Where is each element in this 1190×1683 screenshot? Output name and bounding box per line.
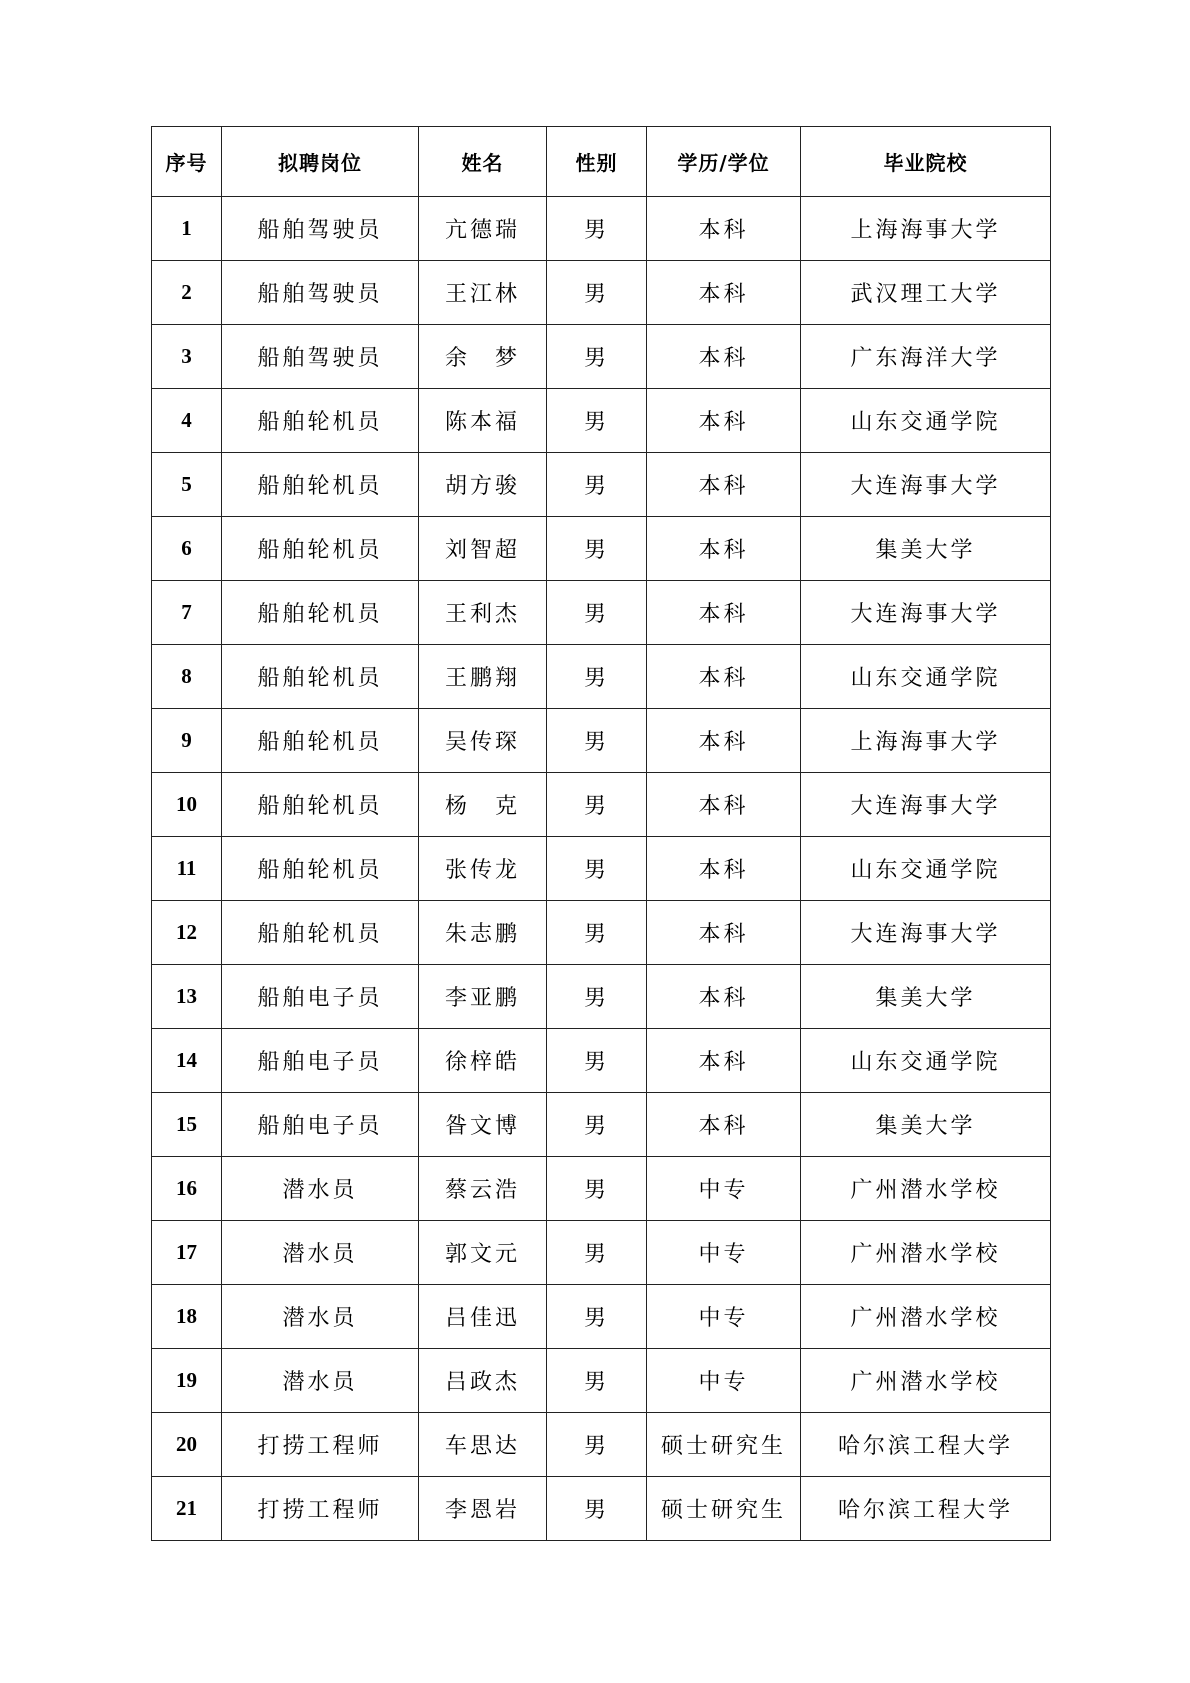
header-name: 姓名 [419,127,547,197]
cell-position: 船舶轮机员 [222,709,419,773]
cell-school: 山东交通学院 [801,837,1051,901]
cell-position: 船舶驾驶员 [222,325,419,389]
cell-name: 张传龙 [419,837,547,901]
cell-position: 潜水员 [222,1349,419,1413]
cell-school: 大连海事大学 [801,901,1051,965]
header-gender: 性别 [547,127,647,197]
cell-education: 本科 [647,901,801,965]
cell-gender: 男 [547,1285,647,1349]
cell-school: 大连海事大学 [801,581,1051,645]
cell-education: 本科 [647,1029,801,1093]
table-body [152,197,1051,1541]
header-seq: 序号 [152,127,222,197]
table-row [152,1093,1051,1157]
cell-gender: 男 [547,1157,647,1221]
cell-position: 船舶驾驶员 [222,261,419,325]
cell-name: 王利杰 [419,581,547,645]
cell-seq: 20 [152,1413,222,1477]
header-position: 拟聘岗位 [222,127,419,197]
table-row [152,837,1051,901]
cell-education: 中专 [647,1285,801,1349]
table-header-row [152,127,1051,197]
cell-gender: 男 [547,1093,647,1157]
cell-gender: 男 [547,1477,647,1541]
cell-education: 本科 [647,517,801,581]
table-row [152,645,1051,709]
cell-gender: 男 [547,453,647,517]
cell-gender: 男 [547,1029,647,1093]
cell-school: 广州潜水学校 [801,1221,1051,1285]
cell-school: 大连海事大学 [801,773,1051,837]
cell-position: 船舶轮机员 [222,837,419,901]
table-row [152,389,1051,453]
cell-school: 集美大学 [801,1093,1051,1157]
table-row [152,1285,1051,1349]
cell-position: 船舶轮机员 [222,773,419,837]
table-row [152,901,1051,965]
cell-gender: 男 [547,581,647,645]
cell-name: 吕佳迅 [419,1285,547,1349]
cell-gender: 男 [547,325,647,389]
cell-position: 船舶轮机员 [222,453,419,517]
cell-seq: 18 [152,1285,222,1349]
cell-gender: 男 [547,773,647,837]
cell-name: 李恩岩 [419,1477,547,1541]
cell-position: 打捞工程师 [222,1477,419,1541]
cell-seq: 8 [152,645,222,709]
cell-seq: 13 [152,965,222,1029]
cell-education: 本科 [647,773,801,837]
cell-name: 亢德瑞 [419,197,547,261]
cell-education: 中专 [647,1157,801,1221]
cell-education: 本科 [647,837,801,901]
cell-name: 王江林 [419,261,547,325]
table-row [152,1413,1051,1477]
cell-name: 胡方骏 [419,453,547,517]
cell-seq: 21 [152,1477,222,1541]
cell-school: 哈尔滨工程大学 [801,1413,1051,1477]
cell-gender: 男 [547,1413,647,1477]
cell-seq: 15 [152,1093,222,1157]
cell-school: 哈尔滨工程大学 [801,1477,1051,1541]
cell-seq: 9 [152,709,222,773]
cell-gender: 男 [547,901,647,965]
cell-position: 船舶电子员 [222,965,419,1029]
cell-name: 昝文博 [419,1093,547,1157]
cell-name: 余 梦 [419,325,547,389]
cell-school: 上海海事大学 [801,197,1051,261]
cell-position: 船舶电子员 [222,1029,419,1093]
cell-education: 本科 [647,645,801,709]
cell-seq: 11 [152,837,222,901]
cell-school: 广州潜水学校 [801,1157,1051,1221]
cell-name: 王鹏翔 [419,645,547,709]
cell-position: 船舶轮机员 [222,645,419,709]
cell-name: 刘智超 [419,517,547,581]
cell-education: 中专 [647,1221,801,1285]
cell-seq: 10 [152,773,222,837]
cell-education: 硕士研究生 [647,1413,801,1477]
cell-gender: 男 [547,1221,647,1285]
cell-school: 山东交通学院 [801,389,1051,453]
header-education: 学历/学位 [647,127,801,197]
cell-education: 本科 [647,197,801,261]
cell-seq: 6 [152,517,222,581]
personnel-table [151,126,1051,1541]
cell-gender: 男 [547,645,647,709]
cell-name: 郭文元 [419,1221,547,1285]
table-row [152,197,1051,261]
table-row [152,1477,1051,1541]
table-row [152,453,1051,517]
cell-position: 打捞工程师 [222,1413,419,1477]
table-row [152,517,1051,581]
cell-school: 广州潜水学校 [801,1285,1051,1349]
cell-education: 本科 [647,1093,801,1157]
table-row [152,1157,1051,1221]
cell-gender: 男 [547,837,647,901]
cell-gender: 男 [547,389,647,453]
cell-position: 潜水员 [222,1157,419,1221]
cell-seq: 17 [152,1221,222,1285]
cell-education: 本科 [647,965,801,1029]
table-row [152,1221,1051,1285]
cell-seq: 14 [152,1029,222,1093]
table-row [152,773,1051,837]
cell-school: 广东海洋大学 [801,325,1051,389]
cell-school: 广州潜水学校 [801,1349,1051,1413]
cell-seq: 4 [152,389,222,453]
cell-school: 山东交通学院 [801,1029,1051,1093]
cell-name: 徐梓皓 [419,1029,547,1093]
cell-education: 本科 [647,709,801,773]
cell-name: 陈本福 [419,389,547,453]
cell-school: 集美大学 [801,517,1051,581]
cell-gender: 男 [547,709,647,773]
cell-seq: 5 [152,453,222,517]
cell-seq: 16 [152,1157,222,1221]
table-row [152,325,1051,389]
cell-seq: 2 [152,261,222,325]
cell-position: 船舶驾驶员 [222,197,419,261]
cell-name: 车思达 [419,1413,547,1477]
cell-name: 吴传琛 [419,709,547,773]
cell-position: 船舶电子员 [222,1093,419,1157]
cell-education: 本科 [647,581,801,645]
cell-seq: 7 [152,581,222,645]
table-row [152,1029,1051,1093]
cell-education: 硕士研究生 [647,1477,801,1541]
cell-position: 潜水员 [222,1221,419,1285]
cell-seq: 12 [152,901,222,965]
cell-education: 中专 [647,1349,801,1413]
cell-education: 本科 [647,325,801,389]
cell-school: 大连海事大学 [801,453,1051,517]
cell-gender: 男 [547,965,647,1029]
cell-gender: 男 [547,517,647,581]
cell-seq: 19 [152,1349,222,1413]
cell-school: 山东交通学院 [801,645,1051,709]
table-row [152,965,1051,1029]
cell-school: 武汉理工大学 [801,261,1051,325]
cell-name: 朱志鹏 [419,901,547,965]
table-row [152,709,1051,773]
cell-position: 船舶轮机员 [222,581,419,645]
cell-school: 上海海事大学 [801,709,1051,773]
cell-education: 本科 [647,453,801,517]
cell-name: 李亚鹏 [419,965,547,1029]
cell-education: 本科 [647,261,801,325]
table-row [152,1349,1051,1413]
cell-position: 船舶轮机员 [222,389,419,453]
cell-seq: 1 [152,197,222,261]
cell-name: 杨 克 [419,773,547,837]
header-school: 毕业院校 [801,127,1051,197]
cell-school: 集美大学 [801,965,1051,1029]
cell-name: 蔡云浩 [419,1157,547,1221]
cell-name: 吕政杰 [419,1349,547,1413]
cell-position: 船舶轮机员 [222,901,419,965]
cell-seq: 3 [152,325,222,389]
cell-position: 船舶轮机员 [222,517,419,581]
cell-education: 本科 [647,389,801,453]
cell-position: 潜水员 [222,1285,419,1349]
cell-gender: 男 [547,197,647,261]
cell-gender: 男 [547,261,647,325]
table-row [152,581,1051,645]
cell-gender: 男 [547,1349,647,1413]
table-row [152,261,1051,325]
